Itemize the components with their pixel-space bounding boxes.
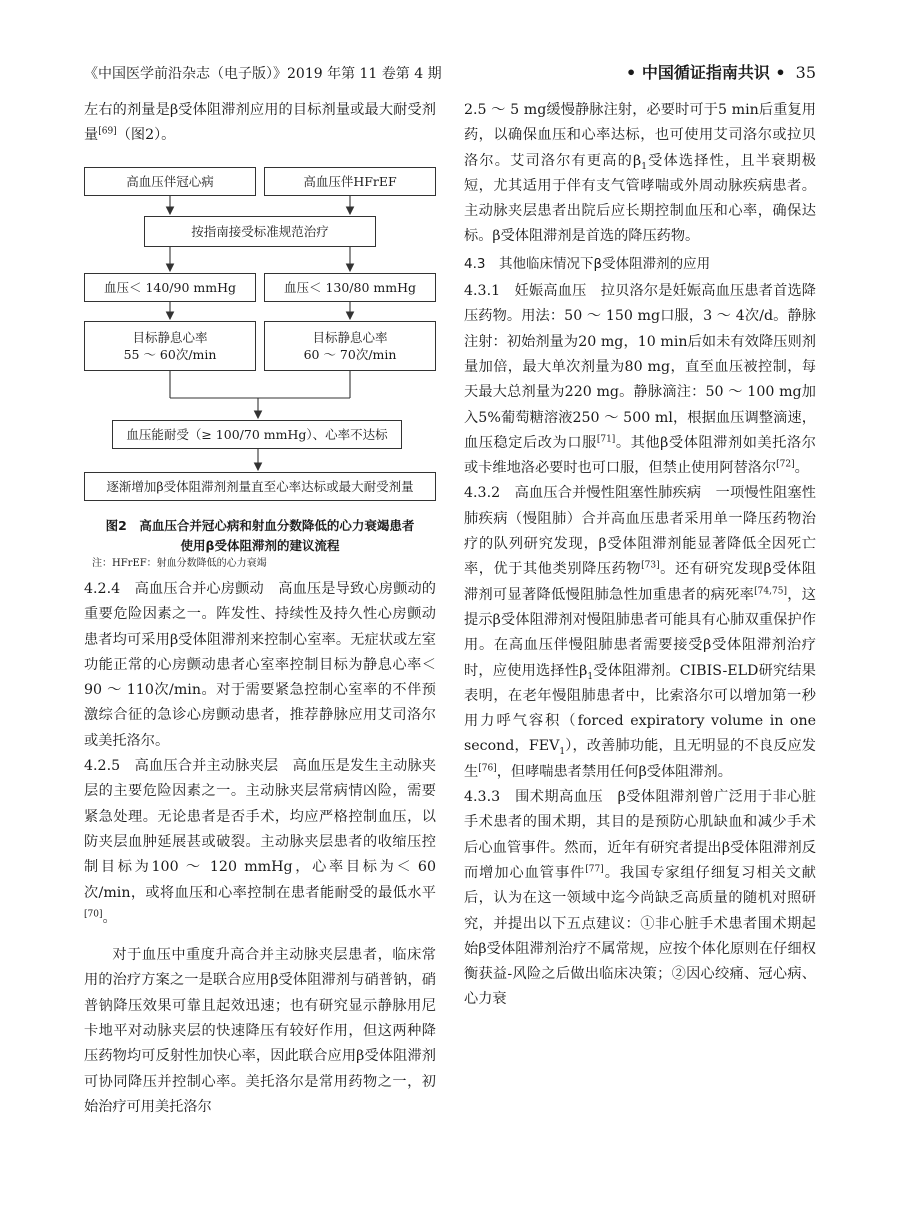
citation: [70] xyxy=(84,909,103,920)
paragraph: 左右的剂量是β受体阻滞剂应用的目标剂量或最大耐受剂量[69]（图2）。 xyxy=(84,102,436,144)
box-bp-target-140: 血压＜ 140/90 mmHg xyxy=(84,273,256,302)
figure-note: 注：HFrEF：射血分数降低的心力衰竭 xyxy=(92,558,267,569)
box-line: 55 ～ 60次/min xyxy=(123,347,217,362)
figure-caption xyxy=(84,516,436,556)
paragraph: 对于血压中重度升高合并主动脉夹层患者，临床常用的治疗方案之一是联合应用β受体阻滞剂与硝普钠，硝普钠降压效果可靠且起效迅速；也有研究显示静脉用尼卡地平对动脉夹层的快速降压有较好作用，但这两种降压药物均可反射性加快心率，因此联合应用β受体阻滞剂可协同降压并控制心率。美托洛尔是常用药物之一，初始治疗可用美托洛尔 xyxy=(84,947,436,1115)
caption-line: 图2 高血压合并冠心病和射血分数降低的心力衰竭患者 xyxy=(105,518,415,533)
box-hypertension-hfref: 高血压伴HFrEF xyxy=(264,167,436,196)
section-4-2-4: 4.2.4 高血压合并心房颤动 高血压是导致心房颤动的重要危险因素之一。阵发性、持续性及持久性心房颤动患者均可采用β受体阻滞剂来控制心室率。无症状或左室功能正常的心房颤动患者心室率控制目标为静息心率＜ 90 ～ 110次/min。对于需要紧急控制心室率的不伴预激综合征的急诊心房颤动患者，推荐静脉应用艾司洛尔或美托洛尔。 xyxy=(84,581,436,749)
box-hypertension-chd: 高血压伴冠心病 xyxy=(84,167,256,196)
box-line: 目标静息心率 xyxy=(312,330,388,345)
page-number: 35 xyxy=(795,63,816,82)
caption-line: 使用β受体阻滞剂的建议流程 xyxy=(180,538,340,553)
box-hr-target-55-60 xyxy=(84,321,256,371)
paragraph: 2.5 ～ 5 mg缓慢静脉注射，必要时可于5 min后重复用药，以确保血压和心率达标，也可使用艾司洛尔或拉贝洛尔。艾司洛尔有更高的$\beta_1$受体选择性，且半衰期极短，尤其适用于伴有支气管哮喘或外周动脉疾病患者。主动脉夹层患者出院后应长期控制血压和心率，确保达标。β受体阻滞剂是首选的降压药物。 xyxy=(464,102,816,245)
box-hr-target-60-70 xyxy=(264,321,436,371)
citation: [71] xyxy=(596,434,616,445)
box-line: 60 ～ 70次/min xyxy=(303,347,397,362)
heading-4-3: 4.3 其他临床情况下β受体阻滞剂的应用 xyxy=(464,255,711,272)
section-title: • 中国循证指南共识 • xyxy=(626,63,786,82)
section-4-3-2: 4.3.2 高血压合并慢性阻塞性肺疾病 一项慢性阻塞性肺疾病（慢阻肺）合并高血压患者采用单一降压药物治疗的队列研究发现，β受体阻滞剂能显著降低全因死亡率，优于其他类别降压药物[73]。还有研究发现β受体阻滞剂可显著降低慢阻肺急性加重患者的病死率[74,75]，这提示β受体阻滞剂对慢阻肺患者可能具有心肺双重保护作用。在高血压伴慢阻肺患者需要接受β受体阻滞剂治疗时，应使用选择性$\beta_1$受体阻滞剂。CIBIS-ELD研究结果表明，在老年慢阻肺患者中，比索洛尔可以增加第一秒用力呼气容积（forced expiratory volume in one second，$FEV_1$），改善肺功能，且无明显的不良反应发生[76]，但哮喘患者禁用任何β受体阻滞剂。 xyxy=(464,485,816,780)
citation: [76] xyxy=(478,762,497,773)
box-bp-tolerated: 血压能耐受（≥ 100/70 mmHg）、心率不达标 xyxy=(112,420,402,449)
left-column xyxy=(84,98,436,149)
box-line: 目标静息心率 xyxy=(132,330,208,345)
citation: [77] xyxy=(585,864,604,875)
citation: [73] xyxy=(641,560,660,571)
box-standard-treatment: 按指南接受标准规范治疗 xyxy=(144,216,376,247)
box-bp-target-130: 血压＜ 130/80 mmHg xyxy=(264,273,436,302)
figure-caption-block xyxy=(84,512,436,580)
right-column xyxy=(464,98,816,1013)
citation: [74,75] xyxy=(754,585,787,596)
section-header xyxy=(626,60,816,83)
section-4-2-5: 4.2.5 高血压合并主动脉夹层 高血压是发生主动脉夹层的主要危险因素之一。主动脉夹层常病情凶险，需要紧急处理。无论患者是否手术，均应严格控制血压，以防夹层血肿延展甚或破裂。主动脉夹层患者的收缩压控制目标为100 ～ 120 mmHg，心率目标为＜ 60次/min，或将血压和心率控制在患者能耐受的最低水平[70]。 xyxy=(84,758,436,926)
citation: [69] xyxy=(98,126,117,137)
journal-header: 《中国医学前沿杂志（电子版）》2019 年第 11 卷第 4 期 xyxy=(84,66,442,82)
box-increase-dose: 逐渐增加β受体阻滞剂剂量直至心率达标或最大耐受剂量 xyxy=(84,472,436,501)
section-4-3-1: 4.3.1 妊娠高血压 拉贝洛尔是妊娠高血压患者首选降压药物。用法：50 ～ 150 mg口服，3 ～ 4次/d。静脉注射：初始剂量为20 mg，10 min后如未有效降压则剂量加倍，最大单次剂量为80 mg，直至血压被控制，每天最大总剂量为220 mg。静脉滴注：50 ～ 100 mg加入5%葡萄糖溶液250 ～ 500 ml，根据血压调整滴速，血压稳定后改为口服[71]。其他β受体阻滞剂如美托洛尔或卡维地洛必要时也可口服，但禁止使用阿替洛尔[72]。 xyxy=(464,283,816,477)
citation: [72] xyxy=(776,459,795,470)
left-column-text xyxy=(84,577,436,1120)
section-4-3-3: 4.3.3 围术期高血压 β受体阻滞剂曾广泛用于非心脏手术患者的围术期，其目的是预防心肌缺血和减少手术后心血管事件。然而，近年有研究者提出β受体阻滞剂反而增加心血管事件[77]。我国专家组仔细复习相关文献后，认为在这一领域中迄今尚缺乏高质量的随机对照研究，并提出以下五点建议：①非心脏手术患者围术期起始β受体阻滞剂治疗不属常规，应按个体化原则在仔细权衡获益-风险之后做出临床决策；②因心绞痛、冠心病、心力衰 xyxy=(464,789,816,1008)
